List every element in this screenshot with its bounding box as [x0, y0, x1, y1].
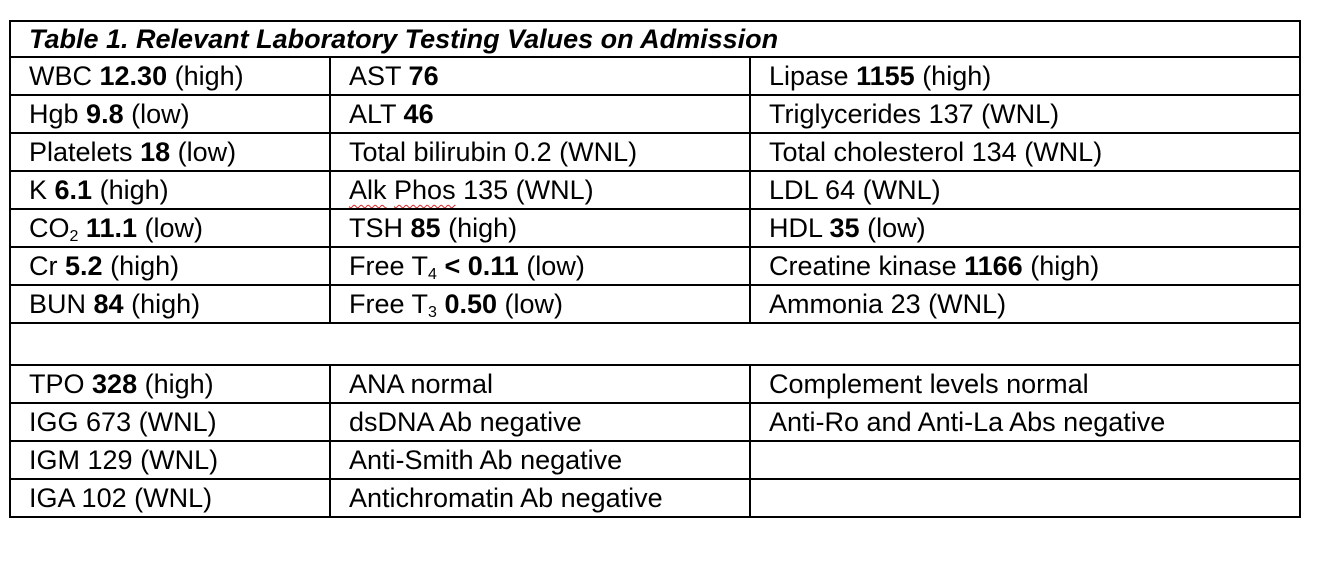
- lab-subscript: 3: [428, 304, 437, 321]
- lab-name: Cr: [29, 251, 58, 281]
- lab-name: K: [29, 175, 48, 205]
- lab-status: (low): [131, 99, 190, 129]
- lab-status: (WNL): [134, 483, 213, 513]
- lab-cell: [330, 403, 750, 441]
- lab-status: (low): [177, 137, 237, 167]
- lab-status: (high): [1030, 251, 1100, 281]
- lab-subscript: 2: [69, 228, 79, 245]
- spacer-cell: [10, 323, 1300, 365]
- lab-cell: [10, 171, 330, 209]
- lab-name: AST: [349, 61, 402, 91]
- table-row: [10, 441, 1300, 479]
- lab-value: 84: [93, 289, 124, 319]
- lab-value: 18: [140, 137, 171, 167]
- table-row: [10, 403, 1300, 441]
- lab-status: (high): [448, 213, 518, 243]
- lab-name: BUN: [29, 289, 87, 319]
- lab-status: (high): [99, 175, 169, 205]
- lab-cell: [750, 365, 1300, 403]
- lab-value: 9.8: [86, 99, 124, 129]
- lab-cell: [330, 57, 750, 95]
- lab-text: Anti-Smith Ab negative: [349, 445, 623, 475]
- lab-text: Anti-Ro and Anti-La Abs negative: [769, 407, 1166, 437]
- lab-status: (WNL): [138, 407, 217, 437]
- table-body: [10, 21, 1300, 517]
- lab-status: (high): [131, 289, 201, 319]
- lab-values-table: [9, 20, 1301, 518]
- lab-name: Free T: [349, 251, 429, 281]
- lab-cell: [10, 441, 330, 479]
- table-row: [10, 285, 1300, 323]
- lab-value: 129: [87, 445, 133, 475]
- lab-cell: [10, 479, 330, 517]
- lab-value: 137: [928, 99, 974, 129]
- lab-value: 673: [86, 407, 132, 437]
- lab-name: Alk: [349, 175, 387, 205]
- lab-cell: [10, 95, 330, 133]
- lab-text: Complement levels normal: [769, 369, 1089, 399]
- lab-name: Triglycerides: [769, 99, 922, 129]
- lab-value: 1166: [964, 251, 1023, 281]
- lab-cell: [750, 171, 1300, 209]
- lab-text: ANA normal: [349, 369, 494, 399]
- lab-name: IGG: [29, 407, 79, 437]
- lab-cell: [750, 247, 1300, 285]
- lab-status: (high): [144, 369, 214, 399]
- lab-cell: [10, 403, 330, 441]
- lab-status: (WNL): [140, 445, 219, 475]
- lab-cell: [750, 133, 1300, 171]
- table-row: [10, 479, 1300, 517]
- lab-name: IGA: [29, 483, 75, 513]
- lab-value: 1155: [856, 61, 915, 91]
- lab-value: 23: [890, 289, 921, 319]
- spacer-row: [10, 323, 1300, 365]
- lab-cell: [10, 365, 330, 403]
- lab-status: (WNL): [559, 137, 638, 167]
- lab-name: ALT: [349, 99, 397, 129]
- lab-status: (WNL): [515, 175, 594, 205]
- lab-cell: [330, 365, 750, 403]
- lab-cell: [330, 441, 750, 479]
- lab-cell: [330, 285, 750, 323]
- table-row: [10, 171, 1300, 209]
- lab-value: 64: [825, 175, 856, 205]
- lab-status: (high): [174, 61, 244, 91]
- lab-cell: [750, 479, 1300, 517]
- lab-name: Platelets: [29, 137, 133, 167]
- table-title: Table 1. Relevant Laboratory Testing Values on Admission: [10, 21, 1300, 57]
- lab-cell: [330, 247, 750, 285]
- lab-cell: [330, 209, 750, 247]
- lab-name: Hgb: [29, 99, 79, 129]
- lab-cell: [10, 57, 330, 95]
- lab-cell: [750, 57, 1300, 95]
- lab-cell: [750, 95, 1300, 133]
- table-row: [10, 247, 1300, 285]
- lab-name: TPO: [29, 369, 85, 399]
- lab-value: 46: [403, 99, 434, 129]
- lab-cell: [330, 133, 750, 171]
- lab-name: Phos: [394, 175, 456, 205]
- lab-value: 0.2: [514, 137, 552, 167]
- lab-name: Lipase: [769, 61, 849, 91]
- table-row: [10, 133, 1300, 171]
- lab-cell: [330, 95, 750, 133]
- lab-status: (high): [110, 251, 180, 281]
- lab-value: 35: [829, 213, 860, 243]
- lab-name: Total bilirubin: [349, 137, 507, 167]
- lab-name: IGM: [29, 445, 80, 475]
- table-row: [10, 57, 1300, 95]
- lab-cell: [330, 171, 750, 209]
- lab-name: Creatine kinase: [769, 251, 957, 281]
- lab-cell: [750, 285, 1300, 323]
- lab-value: 76: [408, 61, 439, 91]
- lab-cell: [10, 247, 330, 285]
- title-row: [10, 21, 1300, 57]
- lab-value: 134: [971, 137, 1017, 167]
- lab-value: 328: [92, 369, 138, 399]
- lab-name: LDL: [769, 175, 818, 205]
- lab-name: TSH: [349, 213, 403, 243]
- lab-status: (WNL): [862, 175, 941, 205]
- lab-value: 5.2: [65, 251, 103, 281]
- lab-value: 12.30: [99, 61, 168, 91]
- lab-name: HDL: [769, 213, 823, 243]
- lab-status: (low): [867, 213, 926, 243]
- lab-value: 6.1: [54, 175, 93, 205]
- lab-cell: [750, 209, 1300, 247]
- table-row: [10, 209, 1300, 247]
- lab-cell: [10, 209, 330, 247]
- lab-value: 135: [463, 175, 509, 205]
- lab-name: Total cholesterol: [769, 137, 965, 167]
- lab-status: (WNL): [928, 289, 1007, 319]
- lab-status: (WNL): [981, 99, 1060, 129]
- lab-status: (low): [144, 213, 203, 243]
- lab-value: 85: [410, 213, 441, 243]
- lab-value: 0.50: [444, 289, 498, 319]
- lab-text: Antichromatin Ab negative: [349, 483, 663, 513]
- lab-cell: [10, 133, 330, 171]
- lab-status: (high): [922, 61, 992, 91]
- lab-cell: [750, 403, 1300, 441]
- table-row: [10, 95, 1300, 133]
- lab-name: Free T: [349, 289, 429, 319]
- table-row: [10, 365, 1300, 403]
- lab-subscript: 4: [428, 266, 437, 283]
- lab-status: (WNL): [1024, 137, 1103, 167]
- lab-value: 11.1: [85, 213, 137, 243]
- lab-cell: [750, 441, 1300, 479]
- lab-name: WBC: [29, 61, 92, 91]
- lab-name: CO: [29, 213, 70, 243]
- lab-value: 102: [81, 483, 127, 513]
- lab-cell: [330, 479, 750, 517]
- lab-value: < 0.11: [444, 251, 519, 281]
- lab-status: (low): [526, 251, 585, 281]
- lab-cell: [10, 285, 330, 323]
- lab-text: dsDNA Ab negative: [349, 407, 582, 437]
- lab-name: Ammonia: [769, 289, 884, 319]
- lab-status: (low): [504, 289, 564, 319]
